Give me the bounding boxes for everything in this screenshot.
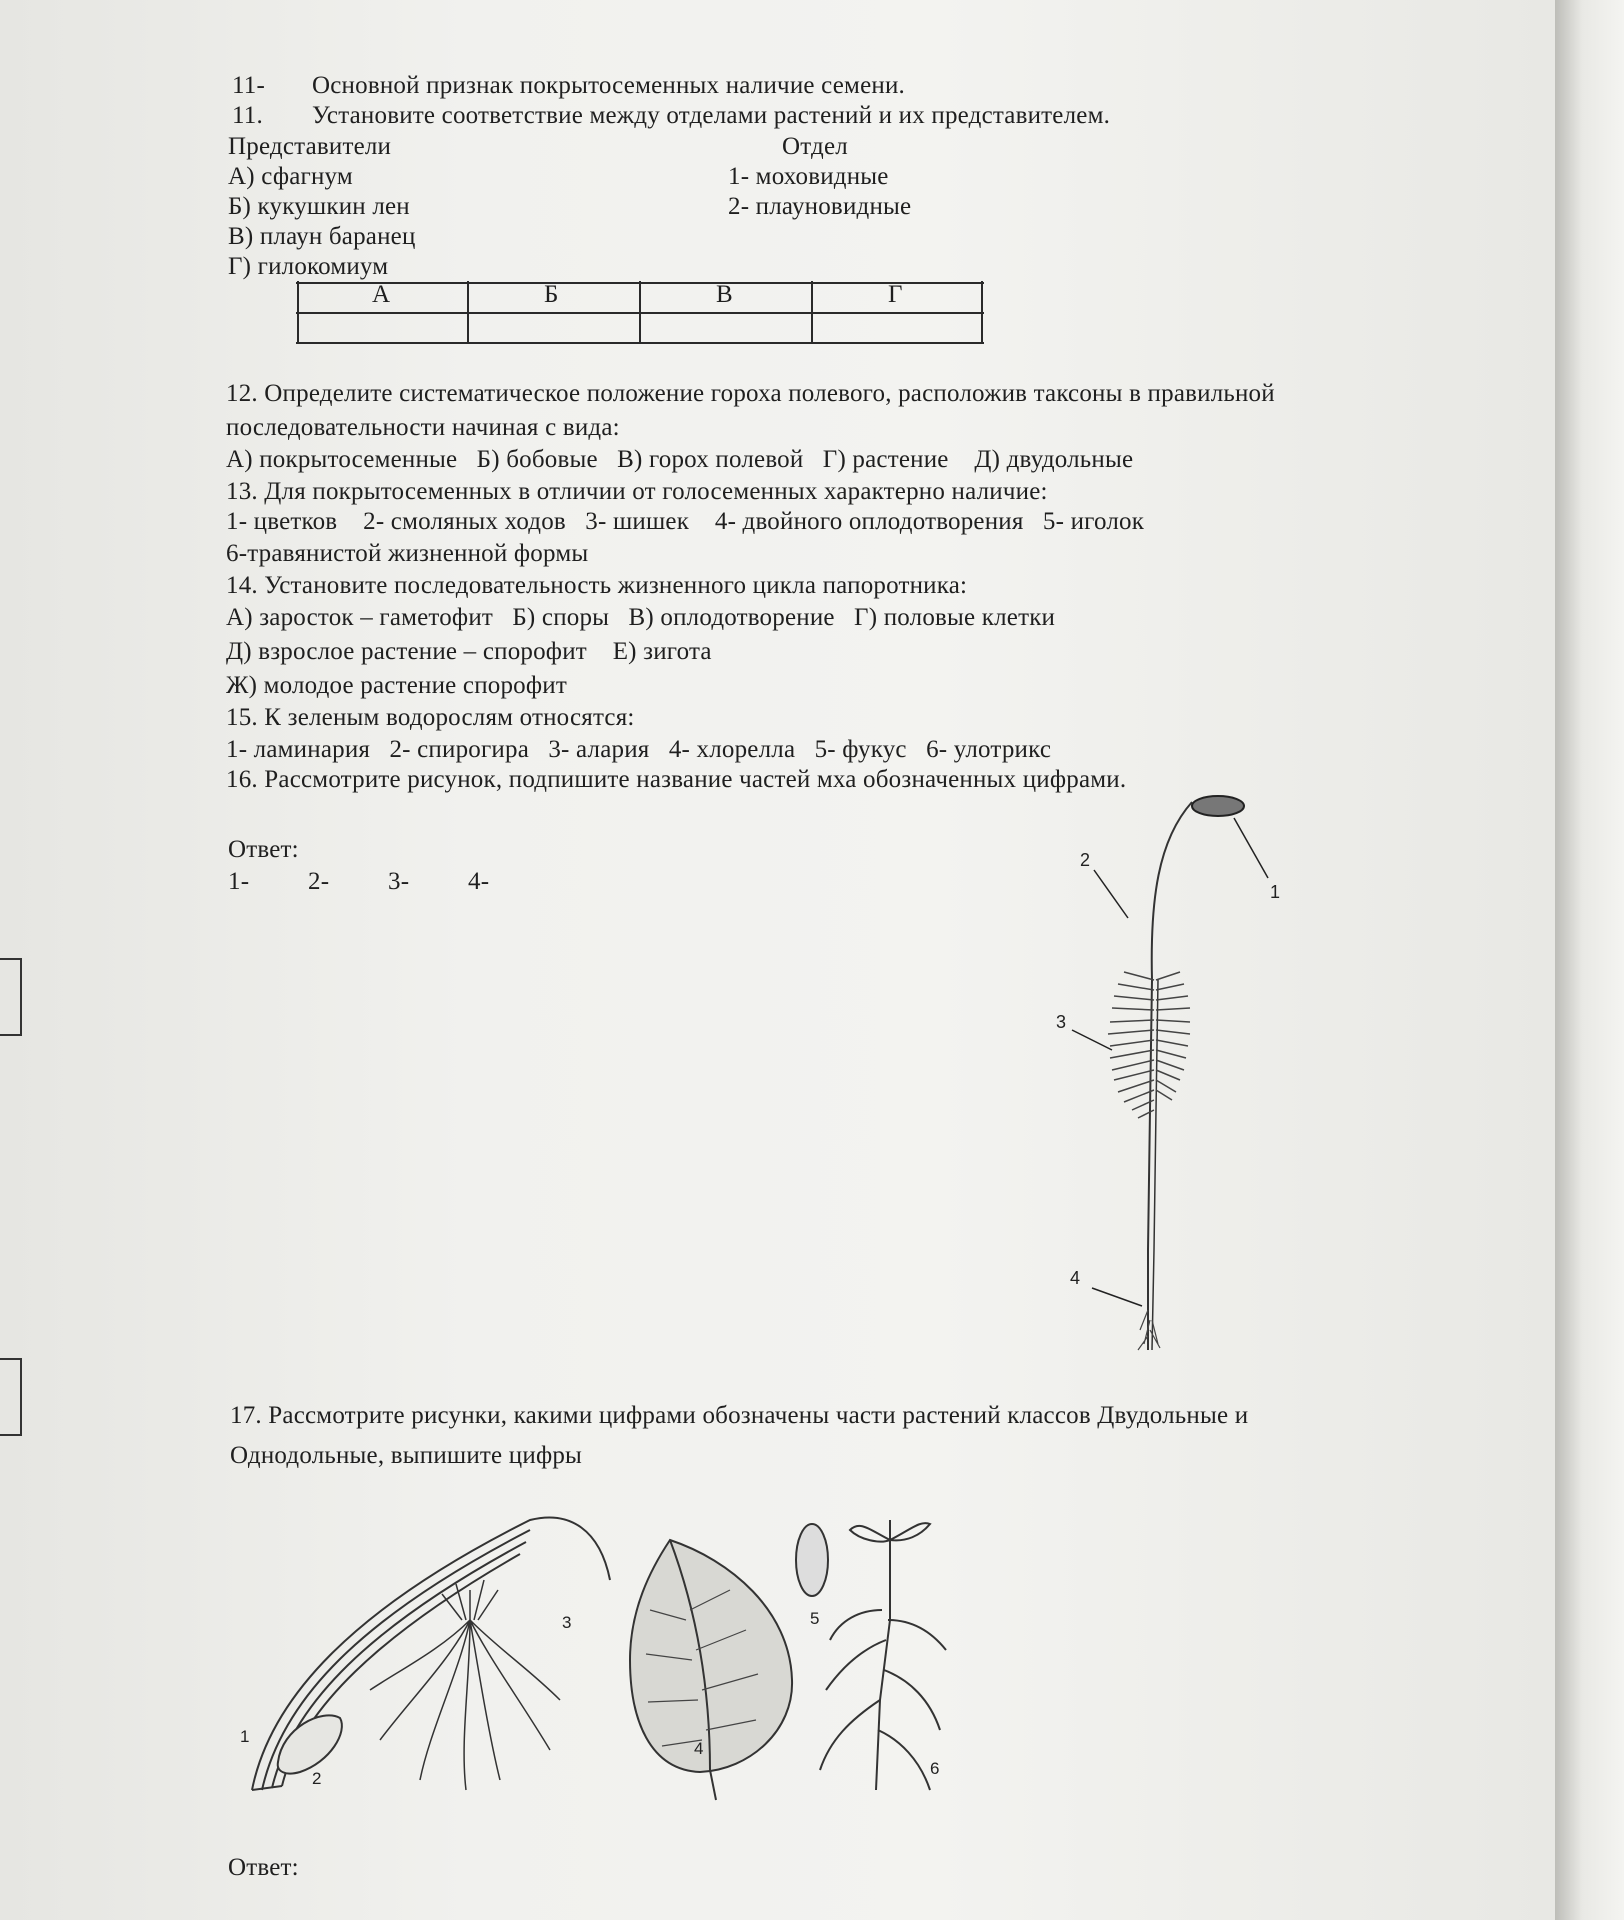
plant-part-6-taproot <box>820 1520 946 1790</box>
q16-answer-label: Ответ: <box>228 836 299 863</box>
match-right-item: 2- плауновидные <box>728 193 912 220</box>
plant-part-5-seed <box>796 1524 828 1596</box>
q16-answer-slot[interactable]: 4- <box>468 868 490 895</box>
q14-options: Ж) молодое растение спорофит <box>226 672 567 699</box>
answer-cell[interactable] <box>642 315 810 342</box>
answer-table <box>296 281 984 344</box>
plants-label-5: 5 <box>810 1609 820 1628</box>
moss-label-2: 2 <box>1080 850 1091 870</box>
q11b-number: 11. <box>232 102 263 129</box>
plants-figure <box>230 1500 1000 1810</box>
q11b-text: Установите соответствие между отделами растений и их представителем. <box>312 102 1111 129</box>
q11a-text: Основной признак покрытосеменных наличие семени. <box>312 72 905 99</box>
match-left-item: Б) кукушкин лен <box>228 193 410 220</box>
table-header-a: А <box>372 281 391 308</box>
q13-line3: 6-травянистой жизненной формы <box>226 540 589 567</box>
q12-line1: 12. Определите систематическое положение гороха полевого, расположив таксоны в правильной <box>226 380 1275 407</box>
q16-answer-slot[interactable]: 3- <box>388 868 410 895</box>
leader-line-1 <box>1234 818 1268 878</box>
q14-line1: 14. Установите последовательность жизненного цикла папоротника: <box>226 572 968 599</box>
match-left-header: Представители <box>228 133 392 160</box>
q14-options: Д) взрослое растение – спорофит Е) зигота <box>226 638 712 665</box>
q15-options: 1- ламинария 2- спирогира 3- алария 4- хлорелла 5- фукус 6- улотрикс <box>226 736 1052 763</box>
table-header-b: Б <box>544 281 559 308</box>
plants-label-1: 1 <box>240 1727 250 1746</box>
match-left-item: А) сфагнум <box>228 163 353 190</box>
margin-bracket <box>0 1358 22 1436</box>
q17-answer-label[interactable]: Ответ: <box>228 1854 299 1881</box>
margin-bracket <box>0 958 22 1036</box>
answer-cell[interactable] <box>470 315 638 342</box>
match-right-header: Отдел <box>782 133 848 160</box>
match-left-item: В) плаун баранец <box>228 223 416 250</box>
moss-label-3: 3 <box>1056 1012 1067 1032</box>
moss-label-4: 4 <box>1070 1268 1081 1288</box>
match-right-item: 1- моховидные <box>728 163 889 190</box>
plants-label-6: 6 <box>930 1759 940 1778</box>
moss-leaves <box>1108 972 1190 1118</box>
q15-line1: 15. К зеленым водорослям относятся: <box>226 704 635 731</box>
match-left-item: Г) гилокомиум <box>228 253 389 280</box>
q16-answer-slot[interactable]: 2- <box>308 868 330 895</box>
moss-figure <box>1000 780 1320 1360</box>
plant-part-4-leaf <box>630 1540 792 1800</box>
plants-label-3: 3 <box>562 1613 572 1632</box>
q14-options: А) заросток – гаметофит Б) споры В) оплодотворение Г) половые клетки <box>226 604 1056 631</box>
q13-line1: 13. Для покрытосеменных в отличии от голосеменных характерно наличие: <box>226 478 1048 505</box>
q16-line1: 16. Рассмотрите рисунок, подпишите название частей мха обозначенных цифрами. <box>226 766 1127 793</box>
q12-line2: последовательности начиная с вида: <box>226 414 620 441</box>
q12-options: А) покрытосеменные Б) бобовые В) горох полевой Г) растение Д) двудольные <box>226 446 1134 473</box>
table-header-g: Г <box>888 281 903 308</box>
moss-capsule <box>1192 796 1244 816</box>
q17-line2: Однодольные, выпишите цифры <box>230 1442 583 1469</box>
table-header-v: В <box>716 281 733 308</box>
plants-label-2: 2 <box>312 1769 322 1788</box>
answer-cell[interactable] <box>300 315 466 342</box>
q16-answer-slot[interactable]: 1- <box>228 868 250 895</box>
leader-line-2 <box>1094 870 1128 918</box>
leader-line-4 <box>1092 1288 1142 1306</box>
q11a-number: 11- <box>232 72 265 99</box>
plants-label-4: 4 <box>694 1739 704 1758</box>
moss-label-1: 1 <box>1270 882 1281 902</box>
page-edge-shadow <box>1555 0 1624 1920</box>
q17-line1: 17. Рассмотрите рисунки, какими цифрами обозначены части растений классов Двудольные и <box>230 1402 1249 1429</box>
leader-line-3 <box>1072 1030 1112 1050</box>
plant-part-3-fibrous-roots <box>370 1580 560 1790</box>
q13-options: 1- цветков 2- смоляных ходов 3- шишек 4- двойного оплодотворения 5- иголок <box>226 508 1145 535</box>
answer-cell[interactable] <box>814 315 980 342</box>
